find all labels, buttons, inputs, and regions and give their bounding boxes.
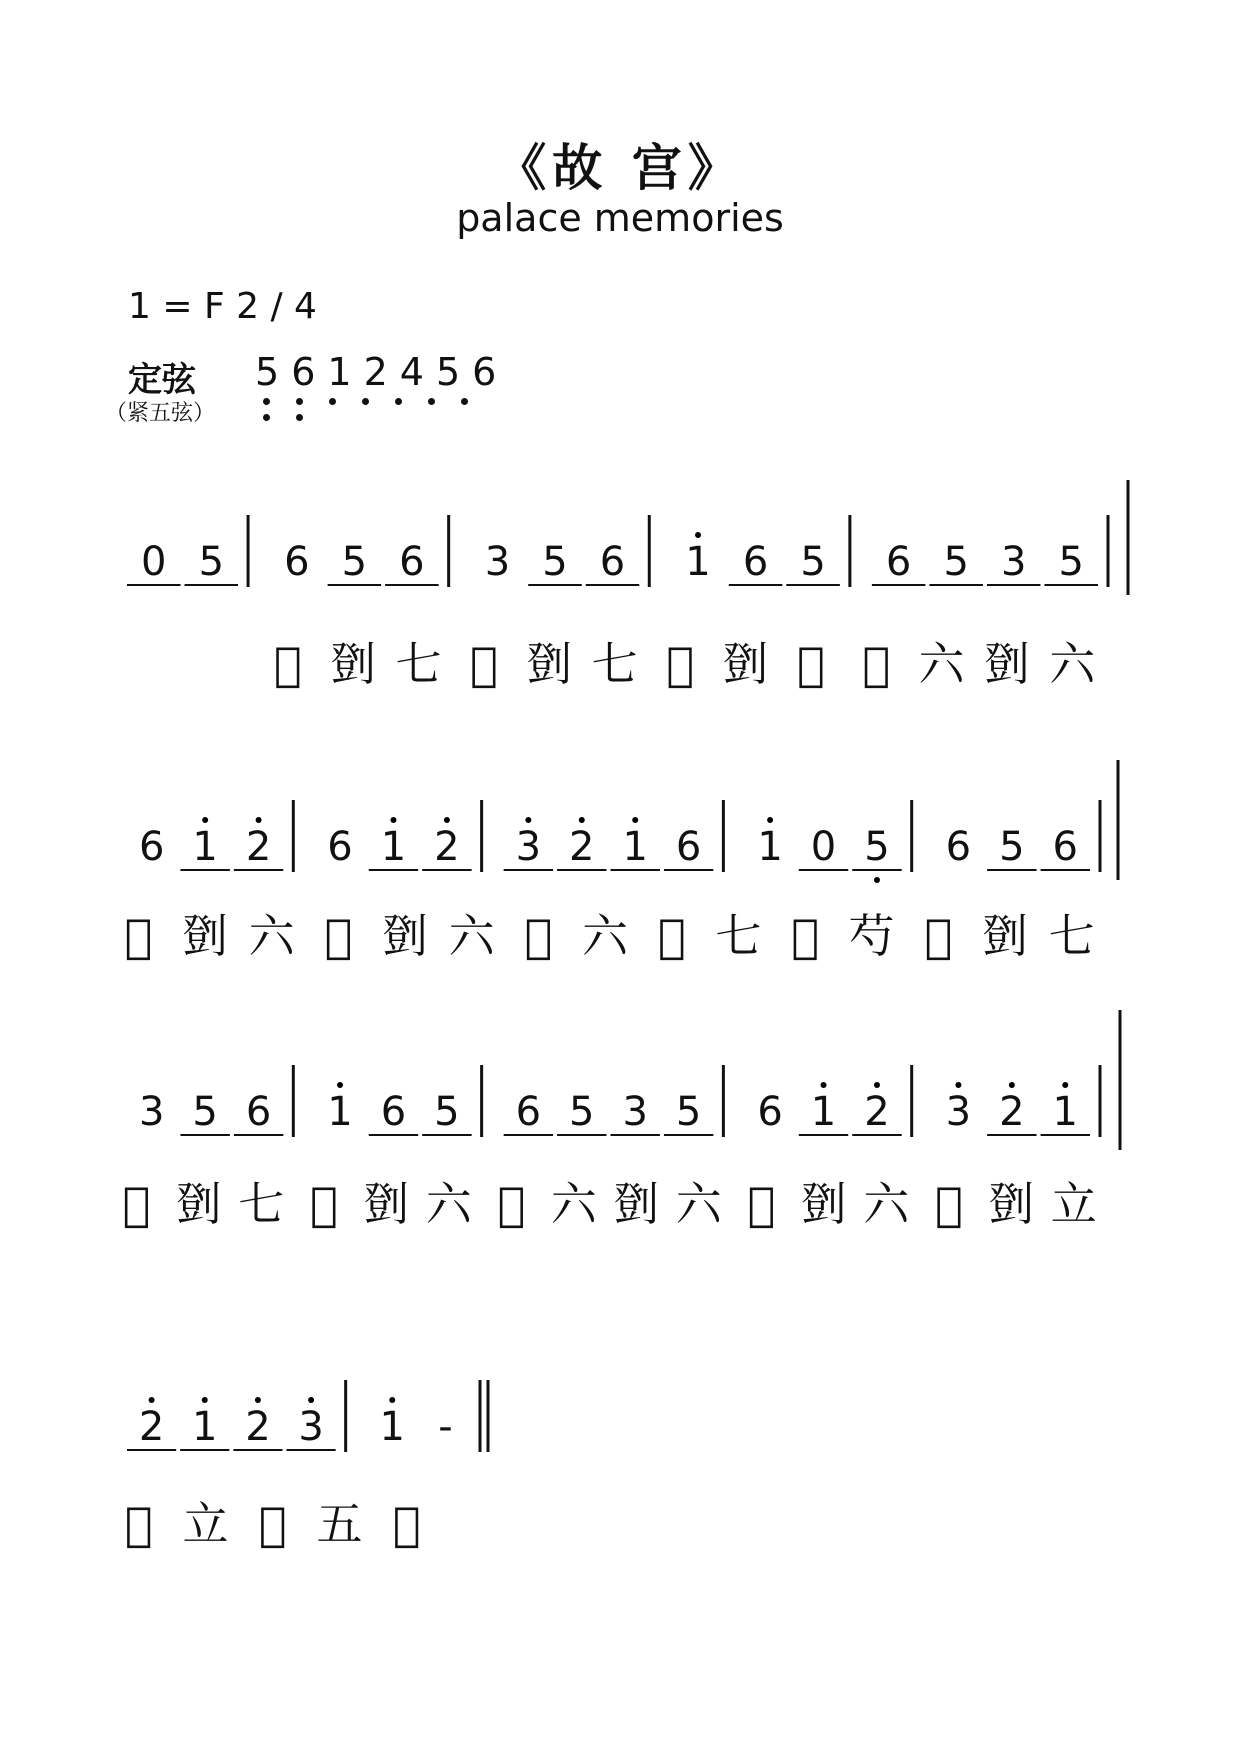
jianzi-glyph: 㔁 [382, 909, 428, 963]
note: 5 [198, 539, 225, 585]
octave-dot-high [579, 817, 585, 823]
note: 6 [945, 824, 972, 870]
note: 2 [569, 824, 595, 870]
jianzi-glyph: 𫟃 [934, 1177, 963, 1231]
jianzi-glyph: 六 [425, 1177, 472, 1231]
jianzi-glyph: 芍 [848, 909, 895, 963]
note: 1 [685, 539, 711, 585]
tuning-note-digit: 5 [435, 350, 473, 394]
jianzi-glyph: 𫟃 [657, 909, 686, 963]
note: 5 [675, 1089, 702, 1135]
octave-dot-high [256, 817, 262, 823]
jianzi-glyph: 𫟃 [258, 1497, 287, 1551]
note: 3 [298, 1404, 324, 1450]
jianzi-glyph: 七 [395, 637, 442, 691]
octave-dot-low [874, 877, 880, 883]
note: 3 [945, 1089, 972, 1135]
page-subtitle: palace memories [456, 196, 784, 240]
jianzi-glyph: 𫟃 [124, 1497, 153, 1551]
note: 6 [327, 824, 353, 870]
note: 6 [757, 1089, 783, 1135]
jianzi-glyph: 六 [582, 909, 628, 963]
jianzi-glyph: 𫟃 [392, 1497, 421, 1551]
jianzi-glyph: 㔁 [722, 637, 769, 691]
note: 5 [864, 824, 890, 870]
octave-dot-high [1009, 1082, 1015, 1088]
jianzi-glyph: 立 [182, 1497, 229, 1551]
note: 1 [379, 1404, 405, 1450]
note: 2 [138, 1404, 165, 1450]
note: 6 [599, 539, 626, 585]
tuning-note-digit: 1 [327, 350, 364, 394]
octave-dot-high [955, 1082, 961, 1088]
note: 3 [515, 824, 542, 870]
note: 1 [757, 824, 783, 870]
jianzi-glyph: 𫟃 [497, 1177, 526, 1231]
note: 3 [138, 1089, 165, 1135]
tuning-note-digit: 4 [399, 350, 436, 394]
jianzi-glyph: 𫟃 [796, 637, 825, 691]
note: 2 [245, 1404, 271, 1450]
note: 5 [999, 824, 1025, 870]
octave-dot-high [632, 817, 638, 823]
note: 2 [999, 1089, 1025, 1135]
jianzi-glyph: 𫟃 [747, 1177, 776, 1231]
octave-dot-high [149, 1397, 155, 1403]
note: 1 [810, 1089, 837, 1135]
tuning-label: 定弦 [128, 360, 196, 400]
note: 6 [399, 539, 425, 585]
tuning-note-digit: 6 [291, 350, 328, 394]
jianzi-glyph: 𫟃 [470, 637, 498, 691]
jianzi-glyph: 六 [1049, 637, 1096, 691]
note: 3 [484, 539, 511, 585]
octave-dot-high [525, 817, 531, 823]
note: 1 [192, 824, 218, 870]
jianzi-glyph: 𫟃 [524, 909, 553, 963]
note: 6 [284, 539, 310, 585]
note: 6 [675, 824, 702, 870]
octave-dot-high [874, 1082, 880, 1088]
jianzi-glyph: 㔁 [988, 1177, 1035, 1231]
octave-dot-high [337, 1082, 343, 1088]
note: - [438, 1404, 453, 1450]
note: 6 [380, 1089, 407, 1135]
key-signature: 1 = F 2 / 4 [128, 286, 317, 327]
jianzi-glyph: 六 [918, 637, 965, 691]
jianzi-glyph: 𫟃 [273, 637, 302, 691]
octave-dot-high [255, 1397, 261, 1403]
jianzi-glyph: 七 [1048, 909, 1095, 963]
jianzi-glyph: 㔁 [526, 637, 573, 691]
jianzi-glyph: 㔁 [363, 1177, 410, 1231]
note: 3 [1000, 539, 1027, 585]
octave-dot-high [308, 1397, 314, 1403]
jianzi-glyph: 㔁 [175, 1177, 222, 1231]
note: 5 [434, 1089, 460, 1135]
tuning-note-digit: 6 [472, 350, 509, 394]
jianzi-glyph: 七 [715, 909, 762, 963]
note: 1 [327, 1089, 353, 1135]
jianzi-glyph: 六 [448, 909, 495, 963]
octave-dot-high [767, 817, 773, 823]
jianzi-glyph: 𫟃 [122, 1177, 151, 1231]
note: 6 [515, 1089, 542, 1135]
octave-dot-high [202, 817, 208, 823]
note: 5 [569, 1089, 595, 1135]
jianzi-glyph: 五 [316, 1497, 363, 1551]
jianzi-glyph: 𫟃 [324, 909, 353, 963]
jianzi-glyph: 㔁 [800, 1177, 847, 1231]
tuning-note-digit: 2 [363, 350, 400, 394]
jianzi-glyph: 㔁 [330, 637, 377, 691]
note: 5 [192, 1089, 218, 1135]
octave-dot-high [1062, 1082, 1068, 1088]
octave-dot-high [444, 817, 450, 823]
jianzi-glyph: 六 [248, 909, 295, 963]
note: 5 [800, 539, 826, 585]
note: 5 [542, 539, 568, 585]
octave-dot-high [821, 1082, 827, 1088]
note: 6 [245, 1089, 272, 1135]
jianzi-glyph: 𫟃 [924, 909, 953, 963]
octave-dot-high [389, 1397, 395, 1403]
note: 1 [192, 1404, 218, 1450]
note: 1 [380, 824, 407, 870]
jianzi-glyph: 立 [1050, 1177, 1097, 1231]
note: 0 [810, 824, 837, 870]
jianzi-glyph: 六 [550, 1177, 597, 1231]
tuning-note-digit: 5 [255, 350, 292, 394]
jianzi-glyph: 𫟃 [666, 637, 694, 691]
note: 0 [141, 539, 167, 585]
jianzi-glyph: 𫟃 [309, 1177, 338, 1231]
note: 6 [742, 539, 769, 585]
note: 2 [864, 1089, 890, 1135]
note: 5 [943, 539, 969, 585]
note: 2 [245, 824, 272, 870]
note: 5 [1058, 539, 1084, 585]
jianzi-glyph: 七 [238, 1177, 285, 1231]
jianzi-glyph: 㔁 [613, 1177, 660, 1231]
jianzi-glyph: 𫟃 [124, 909, 153, 963]
note: 5 [341, 539, 368, 585]
note: 2 [434, 824, 460, 870]
note: 1 [1052, 1089, 1079, 1135]
jianzi-glyph: 𫟃 [791, 909, 819, 963]
jianzi-glyph: 㔁 [983, 637, 1030, 691]
jianzi-glyph: 㔁 [182, 909, 228, 963]
page-title: 《故 宫》 [496, 139, 744, 197]
note: 3 [622, 1089, 648, 1135]
note: 6 [885, 539, 912, 585]
jianzi-glyph: 𫟃 [862, 637, 890, 691]
tuning-note: （紧五弦） [105, 401, 216, 426]
jianzi-glyph: 㔁 [982, 909, 1028, 963]
octave-dot-high [202, 1397, 208, 1403]
octave-dot-high [695, 532, 701, 538]
note: 6 [138, 824, 165, 870]
note: 6 [1052, 824, 1079, 870]
note: 1 [622, 824, 648, 870]
jianzi-glyph: 六 [675, 1177, 722, 1231]
jianzi-glyph: 七 [591, 637, 638, 691]
octave-dot-high [390, 817, 396, 823]
jianzi-glyph: 六 [863, 1177, 910, 1231]
